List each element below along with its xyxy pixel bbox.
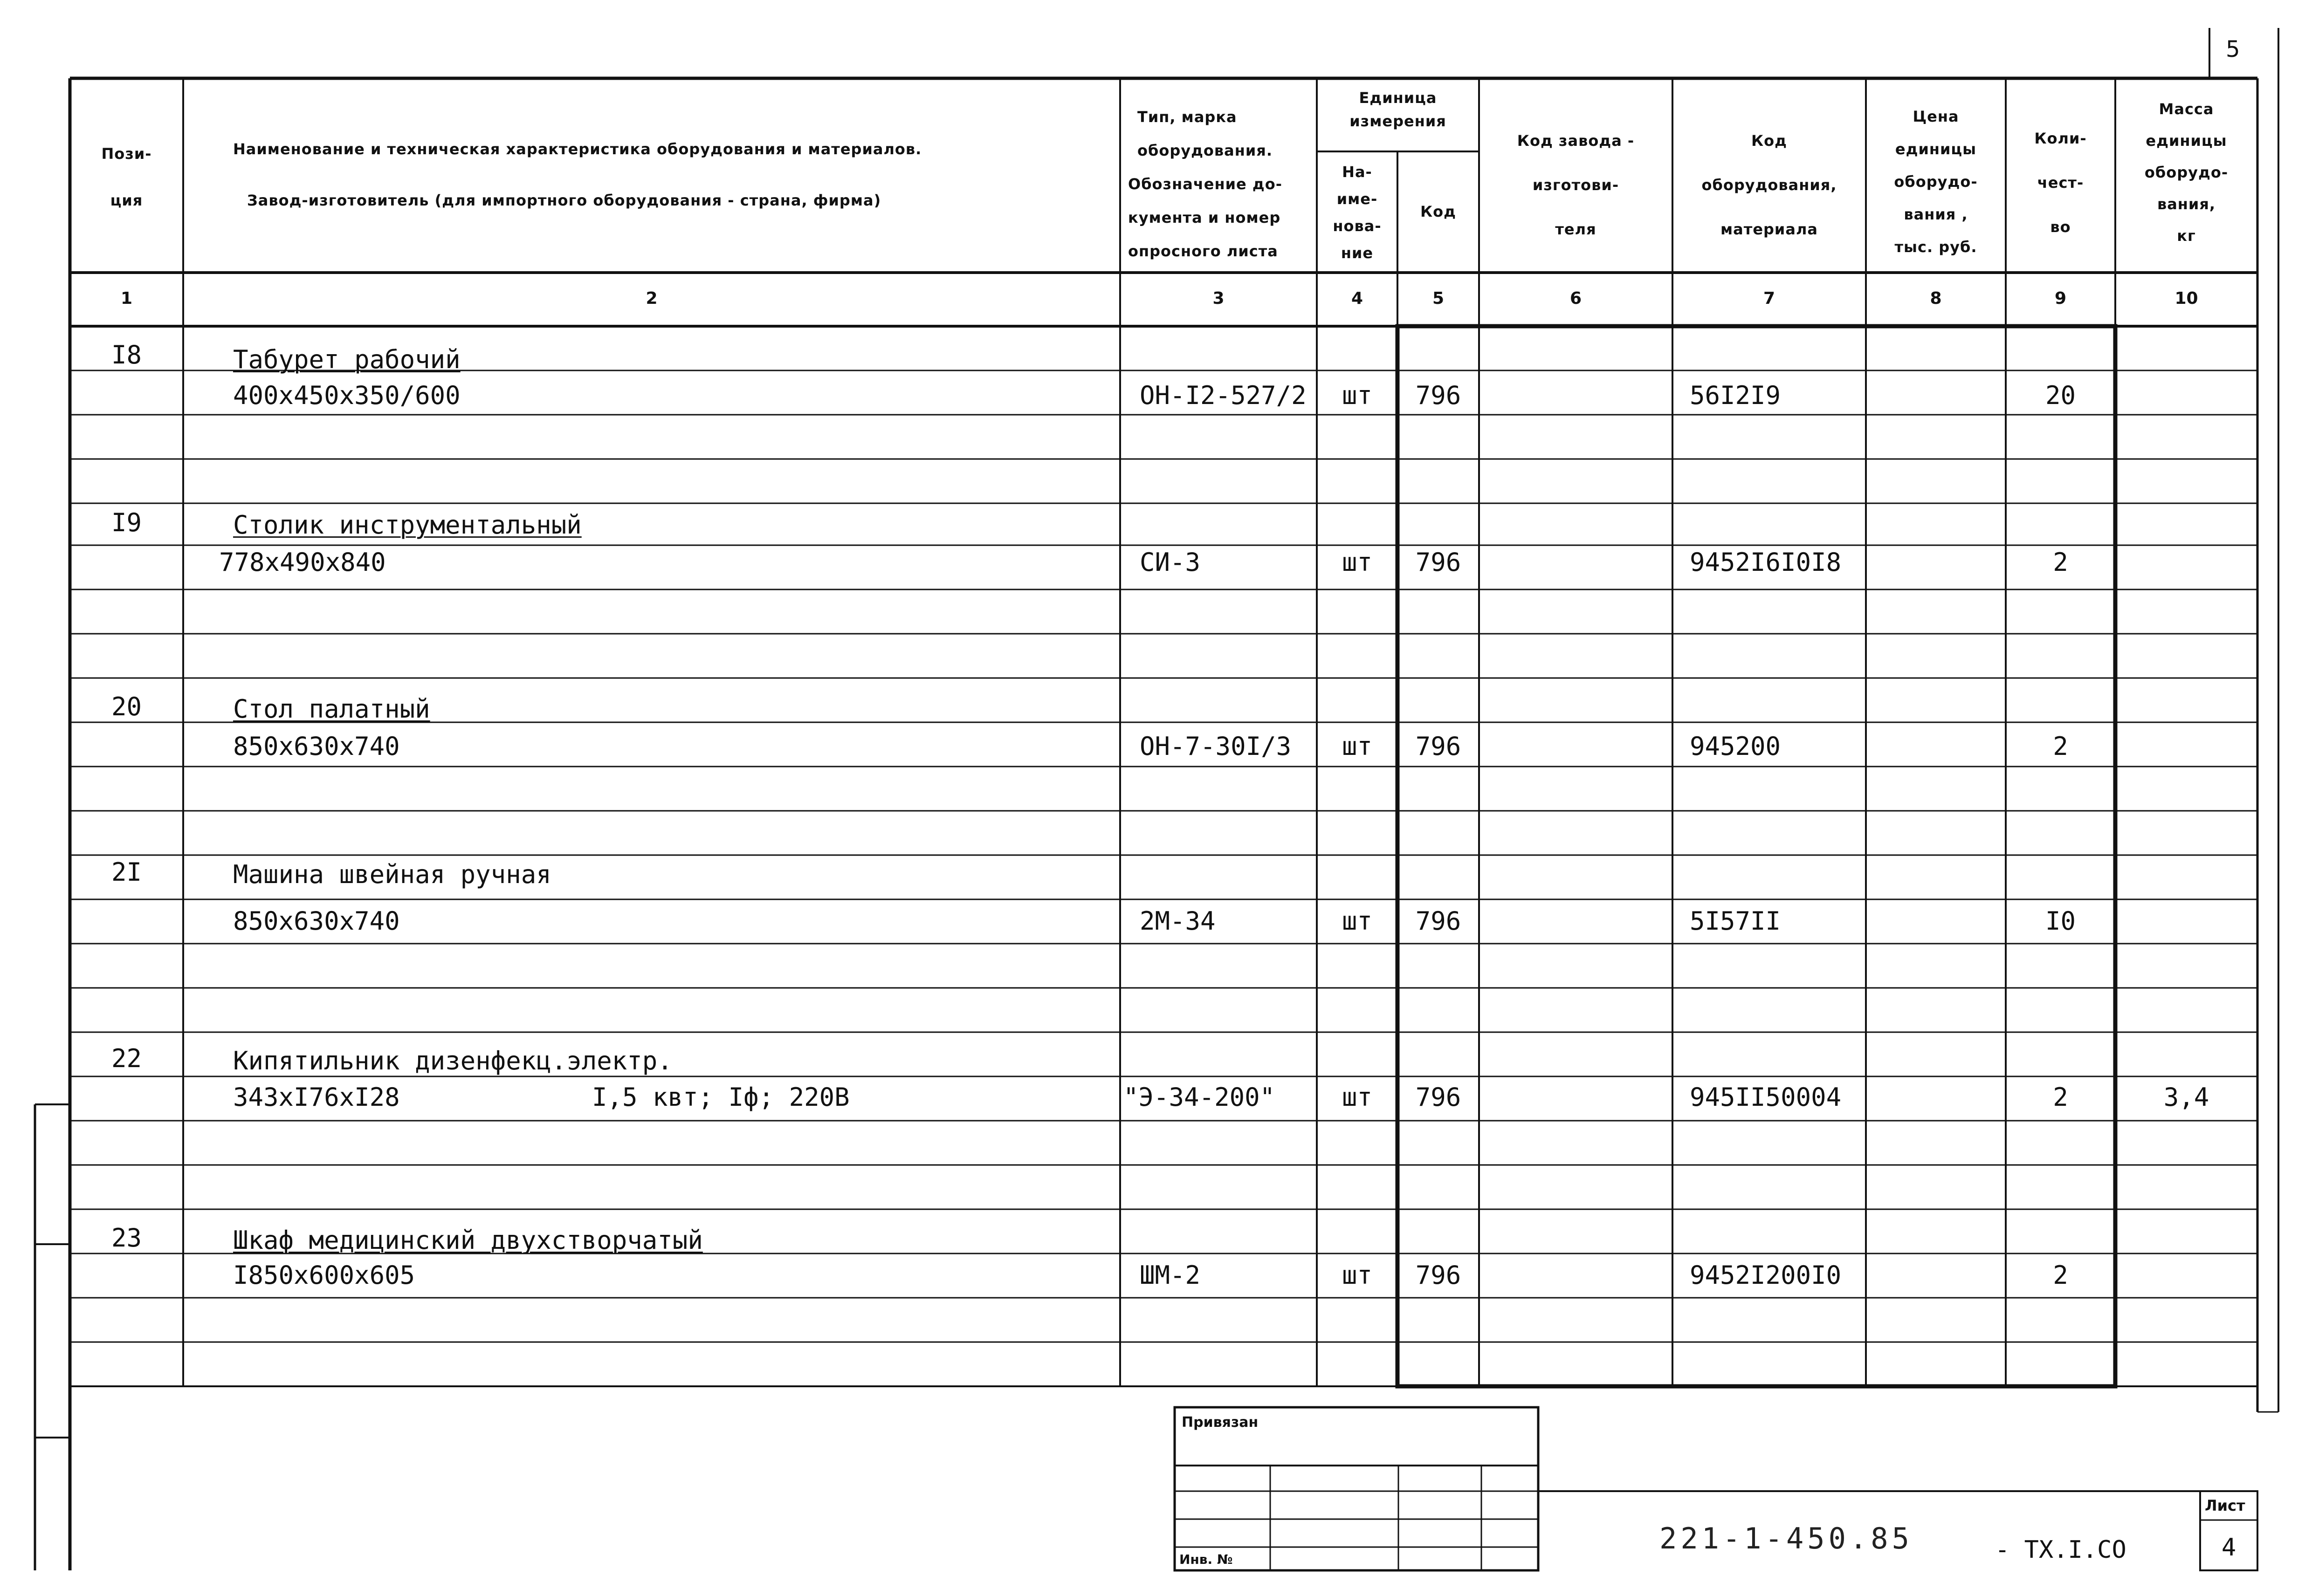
header-col4-line1: На- [1342, 163, 1372, 181]
header-col2-line1: Наименование и техническая характеристика оборудования и материалов. [233, 140, 922, 158]
row-unit: шт [1342, 732, 1373, 761]
header-col4-line4: ние [1341, 244, 1374, 262]
row-spec: 778x490x840 [219, 548, 386, 577]
row-name: Столик инструментальный [233, 510, 582, 540]
header-col10-line2: единицы [2146, 132, 2227, 150]
column-number: 8 [1930, 289, 1942, 308]
header-col1-line1: Пози- [101, 145, 152, 163]
header-col8-line2: единицы [1895, 140, 1977, 158]
row-position: 2I [111, 857, 142, 887]
header-col3-line2: оборудования. [1137, 142, 1273, 159]
column-number: 9 [2054, 289, 2067, 308]
column-number: 7 [1763, 289, 1775, 308]
header-col3-line3: Обозначение до- [1128, 175, 1282, 193]
row-code: 945II50004 [1690, 1082, 1842, 1112]
row-type: "Э-34-200" [1123, 1082, 1275, 1112]
header-col2 [233, 123, 1109, 226]
stamp-privyazan: Привязан [1182, 1414, 1259, 1431]
header-col10-line3: оборудо- [2144, 164, 2229, 181]
row-qty: 20 [2045, 381, 2076, 410]
row-unit-code: 796 [1415, 548, 1461, 577]
header-col9-line1: Коли- [2034, 130, 2087, 147]
header-col8-line1: Цена [1913, 108, 1959, 125]
row-type: 2М-34 [1140, 906, 1216, 936]
header-col2-line2: Завод-изготовитель (для импортного оборудования - страна, фирма) [247, 192, 881, 209]
row-qty: I0 [2045, 906, 2076, 936]
header-col6-line1: Код завода - [1517, 132, 1635, 150]
header-col10-line5: кг [2177, 227, 2196, 245]
row-unit: шт [1342, 548, 1373, 577]
column-number: 10 [2174, 289, 2198, 308]
header-col8-line3: оборудо- [1894, 173, 1978, 191]
row-position: I8 [111, 340, 142, 370]
header-col1 [70, 130, 183, 224]
row-unit-code: 796 [1415, 1082, 1461, 1112]
header-col3-line4: кумента и номер [1128, 209, 1281, 226]
header-col1-line2: ция [110, 192, 143, 209]
header-col4-line2: име- [1336, 190, 1378, 208]
row-position: 23 [111, 1223, 142, 1253]
header-col8-line4: вания , [1904, 205, 1968, 223]
row-position: 22 [111, 1044, 142, 1073]
header-col10-line1: Масса [2159, 100, 2214, 118]
column-number: 6 [1569, 289, 1582, 308]
row-unit-code: 796 [1415, 1260, 1461, 1290]
column-number: 1 [120, 289, 133, 308]
row-name: Машина швейная ручная [233, 860, 551, 889]
row-qty: 2 [2053, 548, 2068, 577]
column-number: 2 [646, 289, 658, 308]
column-number: 3 [1212, 289, 1225, 308]
row-code: 56I2I9 [1690, 381, 1781, 410]
header-col8 [1866, 100, 2006, 263]
header-col4 [1317, 158, 1397, 267]
column-number: 4 [1351, 289, 1363, 308]
header-col6-line2: изготови- [1532, 176, 1619, 194]
sheet-label: Лист [2205, 1497, 2245, 1514]
header-col5: Код [1420, 203, 1456, 220]
header-col7-line2: оборудования, [1701, 176, 1837, 194]
row-spec-electrical: I,5 квт; Iф; 220В [592, 1082, 850, 1112]
stamp-inv-number: Инв. № [1179, 1552, 1233, 1567]
row-name: Табурет рабочий [233, 345, 461, 374]
row-name: Шкаф медицинский двухстворчатый [233, 1226, 703, 1255]
row-code: 9452I6I0I8 [1690, 548, 1842, 577]
header-col4-line3: нова- [1333, 217, 1382, 235]
header-col6-line3: теля [1555, 220, 1596, 238]
row-spec: I850x600x605 [233, 1260, 415, 1290]
header-col7-line3: материала [1720, 220, 1818, 238]
row-unit: шт [1342, 1260, 1373, 1290]
header-col10 [2115, 93, 2257, 252]
row-qty: 2 [2053, 732, 2068, 761]
row-type: ШМ-2 [1140, 1260, 1201, 1290]
row-position: I9 [111, 508, 142, 537]
row-code: 9452I200I0 [1690, 1260, 1842, 1290]
row-mass: 3,4 [2163, 1082, 2209, 1112]
row-unit: шт [1342, 1082, 1373, 1112]
row-type: ОН-I2-527/2 [1140, 381, 1307, 410]
row-name: Кипятильник дизенфекц.электр. [233, 1046, 673, 1075]
row-type: СИ-3 [1140, 548, 1201, 577]
row-code: 945200 [1690, 732, 1781, 761]
header-col9 [2006, 116, 2115, 249]
row-name: Стол палатный [233, 694, 430, 724]
row-unit-code: 796 [1415, 906, 1461, 936]
row-spec: 850x630x740 [233, 732, 400, 761]
page-number: 5 [2226, 36, 2240, 62]
header-col3 [1128, 100, 1314, 268]
header-group-line2: измерения [1349, 112, 1446, 130]
header-col3-line5: опросного листа [1128, 242, 1278, 260]
header-col10-line4: вания, [2157, 195, 2216, 213]
header-col8-line5: тыс. руб. [1894, 238, 1977, 256]
row-spec: 400x450x350/600 [233, 381, 461, 410]
header-col7 [1672, 119, 1866, 252]
row-unit-code: 796 [1415, 381, 1461, 410]
row-type: ОН-7-30I/3 [1140, 732, 1292, 761]
row-spec: 850x630x740 [233, 906, 400, 936]
row-code: 5I57II [1690, 906, 1781, 936]
header-col3-line1: Тип, марка [1137, 108, 1237, 126]
row-qty: 2 [2053, 1260, 2068, 1290]
row-position: 20 [111, 692, 142, 721]
row-unit-code: 796 [1415, 732, 1461, 761]
row-unit: шт [1342, 906, 1373, 936]
column-number: 5 [1432, 289, 1445, 308]
document-number: 221-1-450.85 [1659, 1521, 1913, 1555]
header-col9-line3: во [2050, 218, 2071, 236]
header-col9-line2: чест- [2037, 174, 2084, 192]
row-spec: 343xI76xI28 [233, 1082, 400, 1112]
header-col45-group [1317, 86, 1479, 133]
header-group-line1: Единица [1359, 89, 1437, 107]
sheet-number: 4 [2221, 1534, 2236, 1562]
row-qty: 2 [2053, 1082, 2068, 1112]
header-col7-line1: Код [1751, 132, 1787, 150]
document-code: - ТХ.I.СО [1995, 1536, 2126, 1564]
row-unit: шт [1342, 381, 1373, 410]
header-col6 [1479, 119, 1672, 252]
